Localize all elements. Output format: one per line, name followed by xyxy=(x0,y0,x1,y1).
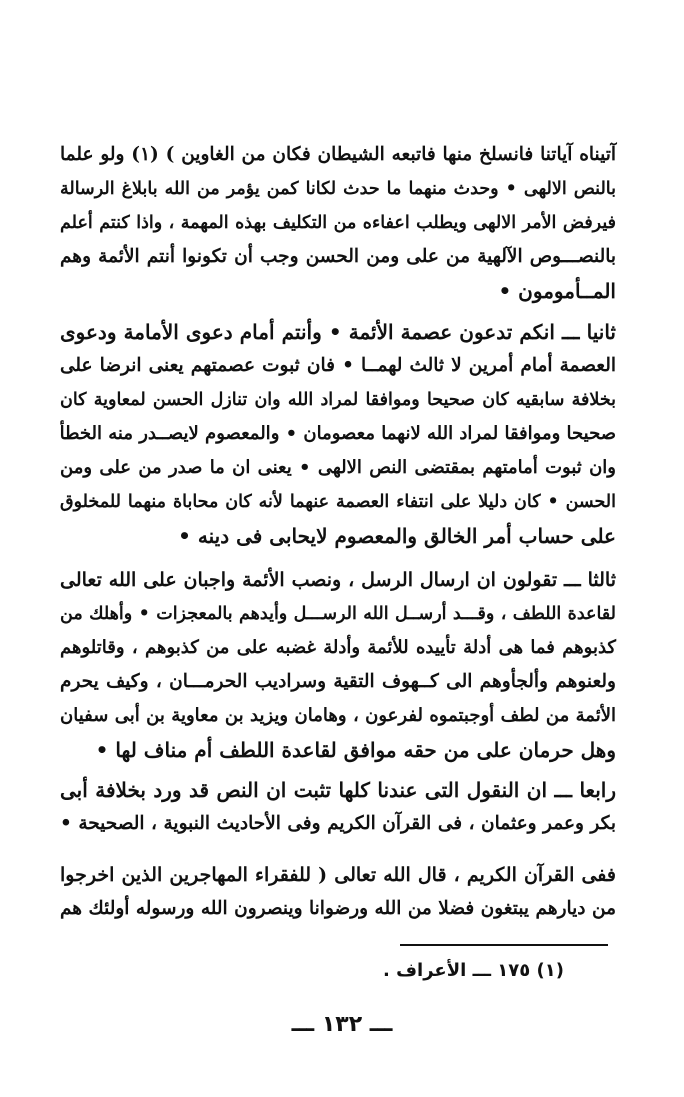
text-line: وان ثبوت أمامتهم بمقتضى النص الالهى • يعنى ان ما صدر من على ومن xyxy=(60,457,616,478)
paragraph-2 xyxy=(60,315,616,553)
paragraph-3 xyxy=(60,563,616,767)
text-line: بالنصـــوص الآلهية من على ومن الحسن وجب أن تكونوا أنتم الأئمة وهم xyxy=(60,246,616,267)
text-line: كذبوهم فما هى أدلة تأييده للأئمة وأدلة غضبه على من كذبوهم ، وقاتلوهم xyxy=(60,637,616,658)
text-line: بخلافة سابقيه كان صحيحا وموافقا لمراد الله وان تنازل الحسن لمعاوية كان xyxy=(60,390,616,410)
paragraph-5 xyxy=(60,858,616,926)
text-line: من ديارهم يبتغون فضلا من الله ورضوانا وينصرون الله ورسوله أولئك هم xyxy=(60,898,616,919)
text-line: المــأمومون • xyxy=(498,279,616,303)
text-line: الحسن • كان دليلا على انتفاء العصمة عنهما لأنه كان محاباة منهما للمخلوق xyxy=(60,492,616,512)
text-line: ولعنوهم وألجأوهم الى كــهوف التقية وسراديب الحرمـــان ، وكيف يحرم xyxy=(60,671,616,692)
paragraph-4 xyxy=(60,773,616,841)
text-line: ثالثا ـــ تقولون ان ارسال الرسل ، ونصب الأئمة واجبان على الله تعالى xyxy=(60,569,616,591)
paragraph-1 xyxy=(60,138,616,308)
text-line: العصمة أمام أمرين لا ثالث لهمــا • فان ثبوت عصمتهم يعنى انرضا على xyxy=(60,355,616,376)
footnote-divider xyxy=(400,944,608,946)
text-line: ثانيا ـــ انكم تدعون عصمة الأئمة • وأنتم أمام دعوى الأمامة ودعوى xyxy=(60,320,616,344)
text-line: بالنص الالهى • وحدث منهما ما حدث لكانا كمن يؤمر من الله بابلاغ الرسالة xyxy=(60,179,616,199)
text-line: فيرفض الأمر الالهى ويطلب اعفاءه من التكليف بهذه المهمة ، واذا كنتم أعلم xyxy=(60,213,616,233)
text-line: رابعا ـــ ان النقول التى عندنا كلها تثبت ان النص قد ورد بخلافة أبى xyxy=(60,778,616,802)
text-line: على حساب أمر الخالق والمعصوم لايحابى فى دينه • xyxy=(178,524,616,548)
text-line: صحيحا وموافقا لمراد الله لانهما معصومان • والمعصوم لايصــدر منه الخطأ xyxy=(59,423,616,444)
text-line: الأئمة من لطف أوجبتموه لفرعون ، وهامان ويزيد بن معاوية بن أبى سفيان xyxy=(60,705,616,726)
footnote: (١) ١٧٥ ـــ الأعراف . xyxy=(383,960,564,981)
text-line: لقاعدة اللطف ، وقـــد أرســل الله الرســـل وأيدهم بالمعجزات • وأهلك من xyxy=(60,604,616,624)
page-number: ـــ ١٣٢ ـــ xyxy=(291,1012,393,1037)
text-line: آتيناه آياتنا فانسلخ منها فاتبعه الشيطان فكان من الغاوين ) (١) ولو علما xyxy=(60,144,616,165)
text-line: وهل حرمان على من حقه موافق لقاعدة اللطف أم مناف لها • xyxy=(95,738,616,762)
text-line: بكر وعمر وعثمان ، فى القرآن الكريم وفى الأحاديث النبوية ، الصحيحة • xyxy=(60,813,616,834)
text-line: ففى القرآن الكريم ، قال الله تعالى ( للفقراء المهاجرين الذين اخرجوا xyxy=(60,864,616,886)
